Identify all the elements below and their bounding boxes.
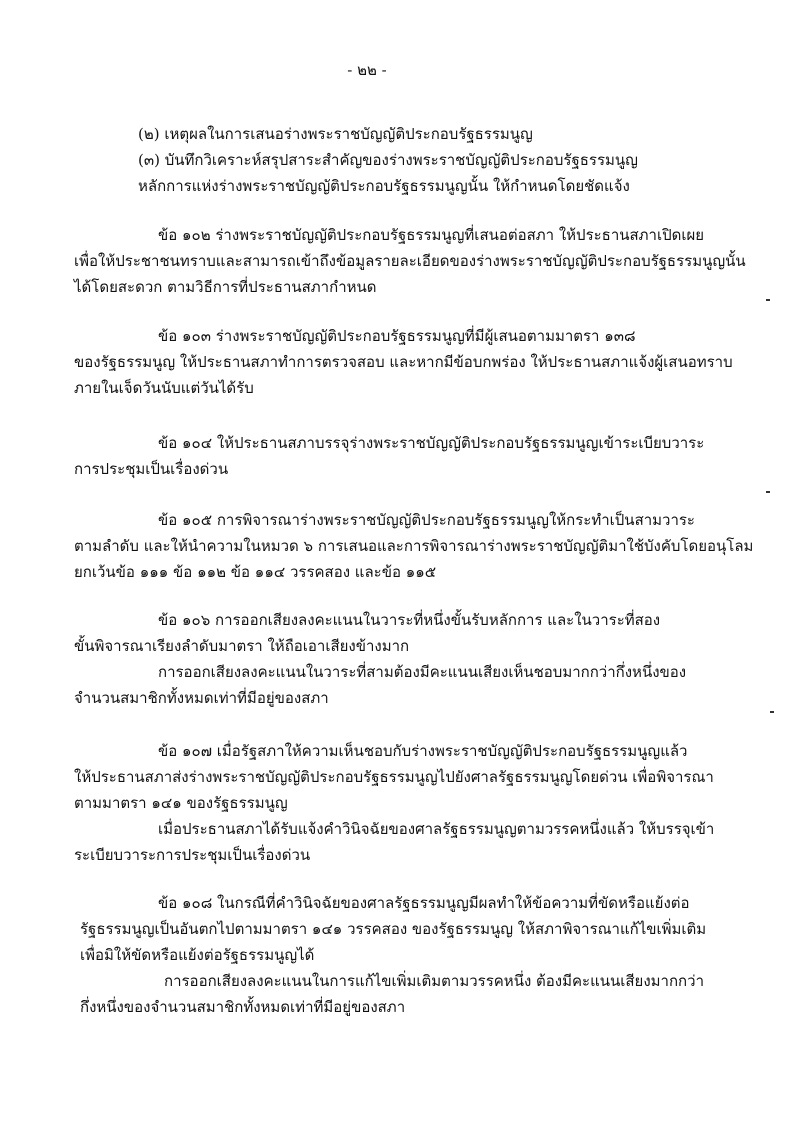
section-108-line-4: การออกเสียงลงคะแนนในการแก้ไขเพิ่มเติมตามวรรคหนึ่ง ต้องมีคะแนนเสียงมากกว่า xyxy=(164,972,704,990)
scan-mark xyxy=(766,491,770,493)
section-103-line-3: ภายในเจ็ดวันนับแต่วันได้รับ xyxy=(74,379,254,397)
section-108-line-2: รัฐธรรมนูญเป็นอันตกไปตามมาตรา ๑๔๑ วรรคสอง ของรัฐธรรมนูญ ให้สภาพิจารณาแก้ไขเพิ่มเติม xyxy=(80,920,707,938)
section-107-line-5: ระเบียบวาระการประชุมเป็นเรื่องด่วน xyxy=(74,846,311,864)
intro-item-2: (๒) เหตุผลในการเสนอร่างพระราชบัญญัติประกอบรัฐธรรมนูญ xyxy=(138,125,533,143)
section-106-line-1: ข้อ ๑๐๖ การออกเสียงลงคะแนนในวาระที่หนึ่งขั้นรับหลักการ และในวาระที่สอง xyxy=(158,611,661,629)
section-107-line-4: เมื่อประธานสภาได้รับแจ้งคำวินิจฉัยของศาลรัฐธรรมนูญตามวรรคหนึ่งแล้ว ให้บรรจุเข้า xyxy=(158,820,715,838)
intro-item-3: (๓) บันทึกวิเคราะห์สรุปสาระสำคัญของร่างพระราชบัญญัติประกอบรัฐธรรมนูญ xyxy=(138,151,638,169)
section-105-line-1: ข้อ ๑๐๕ การพิจารณาร่างพระราชบัญญัติประกอบรัฐธรรมนูญให้กระทำเป็นสามวาระ xyxy=(158,511,695,529)
section-106-line-3: การออกเสียงลงคะแนนในวาระที่สามต้องมีคะแนนเสียงเห็นชอบมากกว่ากึ่งหนึ่งของ xyxy=(158,663,687,681)
section-106-line-2: ขั้นพิจารณาเรียงลำดับมาตรา ให้ถือเอาเสียงข้างมาก xyxy=(74,637,410,655)
section-107-line-1: ข้อ ๑๐๗ เมื่อรัฐสภาให้ความเห็นชอบกับร่างพระราชบัญญัติประกอบรัฐธรรมนูญแล้ว xyxy=(158,742,688,760)
scan-mark xyxy=(766,299,770,301)
section-106-line-4: จำนวนสมาชิกทั้งหมดเท่าที่มีอยู่ของสภา xyxy=(74,689,329,707)
scan-mark xyxy=(770,711,774,713)
section-103-line-2: ของรัฐธรรมนูญ ให้ประธานสภาทำการตรวจสอบ และหากมีข้อบกพร่อง ให้ประธานสภาแจ้งผู้เสนอทราบ xyxy=(74,353,733,371)
section-104-line-1: ข้อ ๑๐๔ ให้ประธานสภาบรรจุร่างพระราชบัญญัติประกอบรัฐธรรมนูญเข้าระเบียบวาระ xyxy=(158,434,705,452)
section-103-line-1: ข้อ ๑๐๓ ร่างพระราชบัญญัติประกอบรัฐธรรมนูญที่มีผู้เสนอตามมาตรา ๑๓๘ xyxy=(158,327,636,345)
section-107-line-2: ให้ประธานสภาส่งร่างพระราชบัญญัติประกอบรัฐธรรมนูญไปยังศาลรัฐธรรมนูญโดยด่วน เพื่อพิจารณา xyxy=(74,768,714,786)
section-107-line-3: ตามมาตรา ๑๔๑ ของรัฐธรรมนูญ xyxy=(74,794,288,812)
intro-item-3-continuation: หลักการแห่งร่างพระราชบัญญัติประกอบรัฐธรรมนูญนั้น ให้กำหนดโดยชัดแจ้ง xyxy=(138,177,630,195)
section-102-line-2: เพื่อให้ประชาชนทราบและสามารถเข้าถึงข้อมูลรายละเอียดของร่างพระราชบัญญัติประกอบรัฐธรรมนูญนั้น xyxy=(74,252,746,270)
section-108-line-1: ข้อ ๑๐๘ ในกรณีที่คำวินิจฉัยของศาลรัฐธรรมนูญมีผลทำให้ข้อความที่ขัดหรือแย้งต่อ xyxy=(158,894,690,912)
page-number: - ๒๒ - xyxy=(347,61,387,79)
section-102-line-3: ได้โดยสะดวก ตามวิธีการที่ประธานสภากำหนด xyxy=(74,278,377,296)
section-102-line-1: ข้อ ๑๐๒ ร่างพระราชบัญญัติประกอบรัฐธรรมนูญที่เสนอต่อสภา ให้ประธานสภาเปิดเผย xyxy=(158,226,705,244)
section-105-line-3: ยกเว้นข้อ ๑๑๑ ข้อ ๑๑๒ ข้อ ๑๑๔ วรรคสอง และข้อ ๑๑๕ xyxy=(74,563,437,581)
section-108-line-5: กึ่งหนึ่งของจำนวนสมาชิกทั้งหมดเท่าที่มีอยู่ของสภา xyxy=(80,998,406,1016)
section-108-line-3: เพื่อมิให้ขัดหรือแย้งต่อรัฐธรรมนูญได้ xyxy=(80,946,315,964)
section-104-line-2: การประชุมเป็นเรื่องด่วน xyxy=(74,460,229,478)
section-105-line-2: ตามลำดับ และให้นำความในหมวด ๖ การเสนอและการพิจารณาร่างพระราชบัญญัติมาใช้บังคับโดยอนุโลม xyxy=(74,537,754,555)
